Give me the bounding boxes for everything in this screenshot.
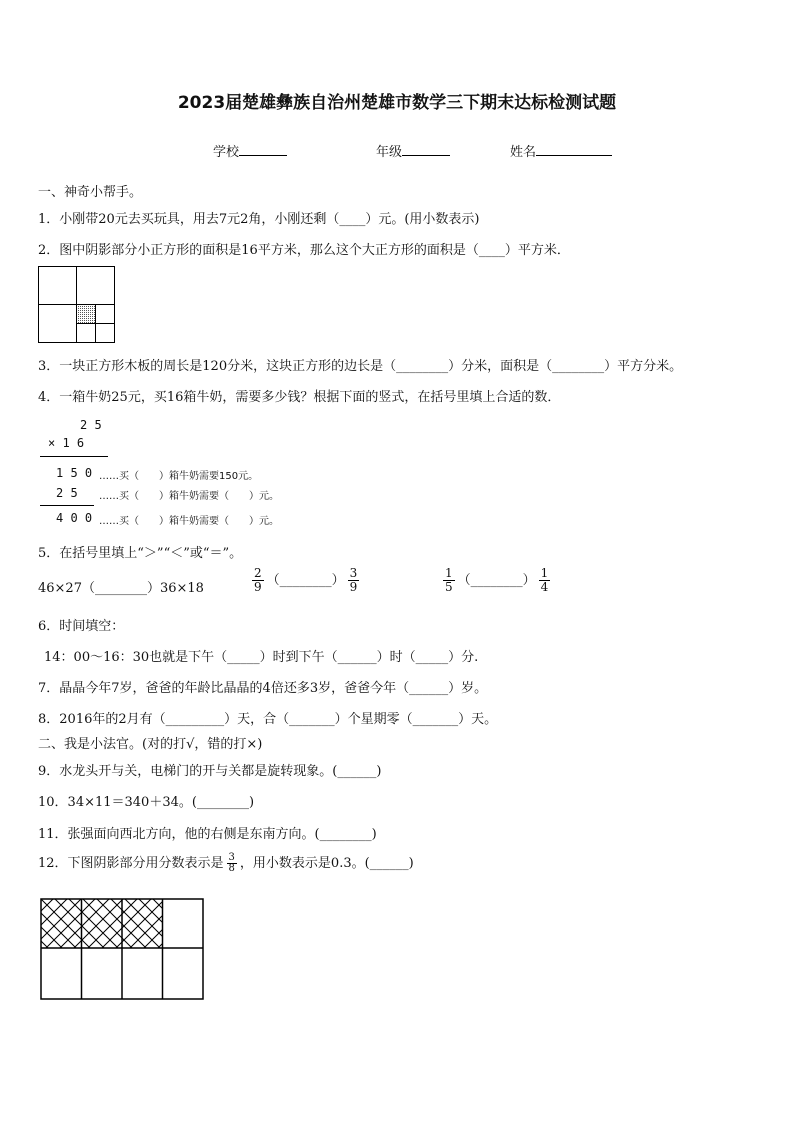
q5-c-fraction-2: $\frac{1}{4}$ xyxy=(540,566,549,594)
q12-shaded-cell-1 xyxy=(41,899,82,948)
question-10: 10．34×11＝340＋34。(________) xyxy=(38,795,255,810)
q12-shaded-cell-3 xyxy=(122,899,163,948)
question-2: 2．图中阴影部分小正方形的面积是16平方米，那么这个大正方形的面积是（____）平方米． xyxy=(38,243,570,258)
question-11: 11．张强面向西北方向，他的右侧是东南方向。(________) xyxy=(38,827,377,842)
q5-b-fraction-2: $\frac{3}{9}$ xyxy=(349,566,358,594)
question-1: 1．小刚带20元去买玩具，用去7元2角，小刚还剩（____）元。(用小数表示) xyxy=(38,212,480,227)
name-blank[interactable] xyxy=(536,143,612,156)
question-7: 7．晶晶今年7岁，爸爸的年龄比晶晶的4倍还多3岁，爸爸今年（______）岁。 xyxy=(38,681,488,696)
calc-row-2: × 1 6 xyxy=(48,436,85,450)
q12-suffix: ，用小数表示是0.3。(______) xyxy=(239,856,414,871)
calc-divider-2 xyxy=(40,505,94,506)
shaded-small-square xyxy=(77,305,96,324)
question-3: 3．一块正方形木板的周长是120分米，这块正方形的边长是（________）分米，面积是（________）平方分米。 xyxy=(38,359,683,374)
q2-square-figure xyxy=(38,266,116,344)
q5-item-c xyxy=(440,567,553,594)
page-title: 2023届楚雄彝族自治州楚雄市数学三下期末达标检测试题 xyxy=(177,93,617,113)
q12-fraction: $\frac{3}{8}$ xyxy=(228,852,235,874)
q5-item-b xyxy=(249,567,362,594)
name-label: 姓名 xyxy=(510,145,537,160)
question-4: 4．一箱牛奶25元，买16箱牛奶，需要多少钱？根据下面的竖式，在括号里填上合适的数． xyxy=(38,390,561,405)
name-field xyxy=(510,141,612,160)
school-label: 学校 xyxy=(213,145,240,160)
calc-row-3: 1 5 0 xyxy=(56,466,93,480)
question-5: 5．在括号里填上“＞”“＜”或“＝”。 xyxy=(38,546,243,561)
section-2-heading: 二、我是小法官。(对的打√，错的打×) xyxy=(38,737,263,752)
question-8: 8．2016年的2月有（_________）天，合（_______）个星期零（_______）天。 xyxy=(38,712,498,727)
question-12 xyxy=(38,852,414,874)
school-field xyxy=(213,141,287,160)
section-1-heading: 一、神奇小帮手。 xyxy=(38,185,143,200)
q12-prefix: 12．下图阴影部分用分数表示是 xyxy=(38,856,224,871)
q5-b-fraction-1: $\frac{2}{9}$ xyxy=(254,566,262,594)
calc-row-4: 2 5 xyxy=(56,486,78,500)
question-9: 9．水龙头开与关，电梯门的开与关都是旋转现象。(______) xyxy=(38,764,382,779)
question-6: 6．时间填空： xyxy=(38,619,125,634)
calc-divider-1 xyxy=(40,456,108,457)
question-6-line: 14：00～16：30也就是下午（_____）时到下午（______）时（_____）分. xyxy=(44,650,479,665)
q5-c-fraction-1: $\frac{1}{5}$ xyxy=(445,566,453,594)
calc-row-5: 4 0 0 xyxy=(56,511,93,525)
grade-blank[interactable] xyxy=(402,143,450,156)
q5-item-a: 46×27（________）36×18 xyxy=(38,581,204,596)
grade-field xyxy=(376,141,450,160)
grade-label: 年级 xyxy=(376,145,403,160)
q5-c-blank[interactable]: （________） xyxy=(457,573,536,588)
calc-row-3-note: ……买（ ）箱牛奶需要150元。 xyxy=(99,471,259,482)
calc-row-4-note: ……买（ ）箱牛奶需要（ ）元。 xyxy=(99,491,279,502)
q12-shaded-cell-2 xyxy=(82,899,123,948)
calc-row-1: 2 5 xyxy=(80,418,102,432)
q12-grid-figure xyxy=(40,898,206,1002)
q5-b-blank[interactable]: （________） xyxy=(266,573,345,588)
calc-row-5-note: ……买（ ）箱牛奶需要（ ）元。 xyxy=(99,516,279,527)
school-blank[interactable] xyxy=(239,143,287,156)
